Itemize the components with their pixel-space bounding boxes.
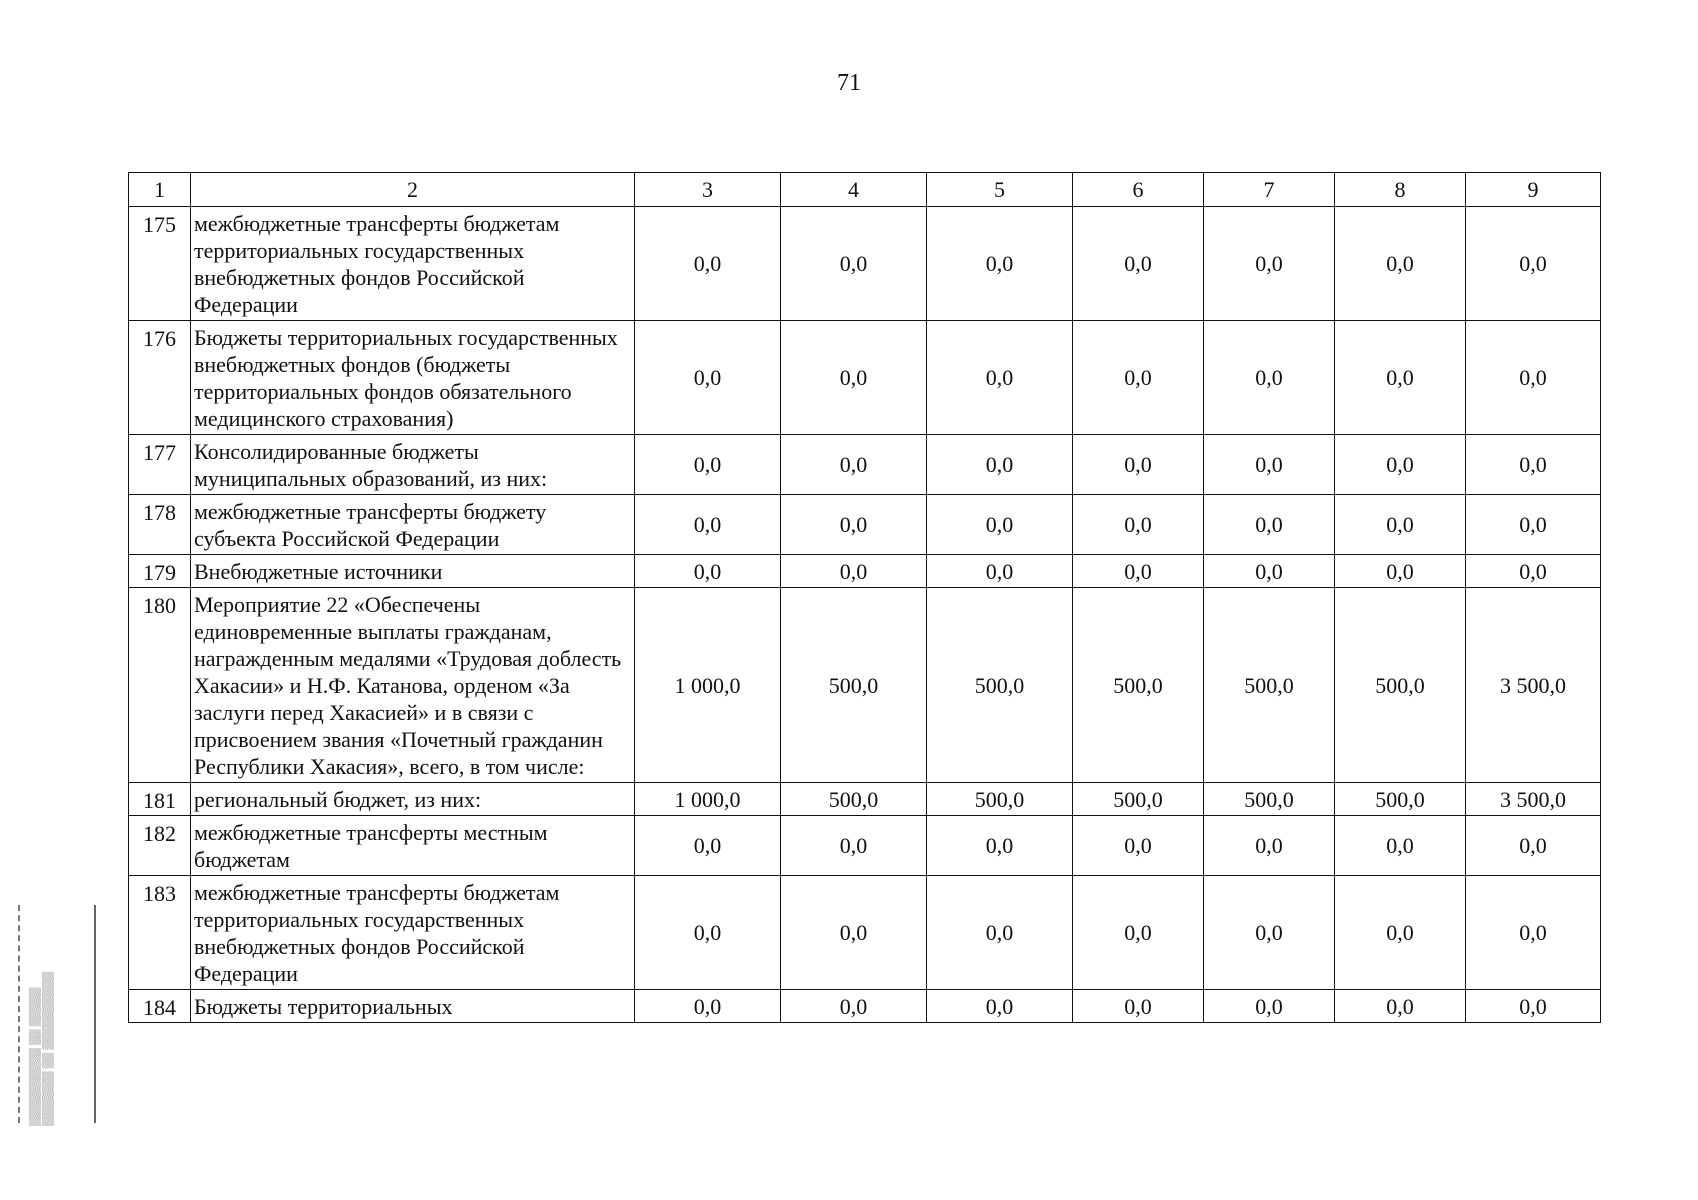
row-number: 179 [129,555,191,588]
row-number: 181 [129,783,191,816]
row-value: 500,0 [781,588,927,783]
row-number: 184 [129,990,191,1023]
row-value: 0,0 [927,495,1073,555]
row-value: 500,0 [927,783,1073,816]
row-description: межбюджетные трансферты бюджету субъекта Российской Федерации [191,495,635,555]
row-value: 0,0 [927,435,1073,495]
row-description: межбюджетные трансферты местным бюджетам [191,816,635,876]
row-value: 0,0 [1466,207,1601,321]
row-value: 500,0 [781,783,927,816]
row-value: 1 000,0 [635,588,781,783]
row-value: 500,0 [1073,783,1204,816]
row-description: Бюджеты территориальных [191,990,635,1023]
column-header: 9 [1466,173,1601,207]
table-row [129,495,1601,555]
table-row [129,990,1601,1023]
row-value: 0,0 [781,876,927,990]
row-value: 0,0 [1073,495,1204,555]
table-row [129,876,1601,990]
row-number: 175 [129,207,191,321]
row-value: 0,0 [1466,876,1601,990]
row-value: 1 000,0 [635,783,781,816]
row-description: Консолидированные бюджеты муниципальных образований, из них: [191,435,635,495]
column-header: 3 [635,173,781,207]
row-number: 183 [129,876,191,990]
row-value: 500,0 [1073,588,1204,783]
row-value: 0,0 [927,321,1073,435]
budget-table [128,172,1601,1023]
row-value: 0,0 [781,321,927,435]
table-row [129,207,1601,321]
row-value: 0,0 [635,990,781,1023]
row-value: 500,0 [927,588,1073,783]
table-header-row [129,173,1601,207]
column-header: 1 [129,173,191,207]
row-value: 500,0 [1335,783,1466,816]
row-value: 0,0 [781,555,927,588]
row-value: 3 500,0 [1466,783,1601,816]
row-value: 0,0 [781,990,927,1023]
row-description: межбюджетные трансферты бюджетам территориальных государственных внебюджетных фондов Российской Федерации [191,876,635,990]
row-value: 0,0 [1073,555,1204,588]
table-row [129,555,1601,588]
stamp-lettering: ▒▒▒▒▒▒▒▒▒▒ ▒▒ ▒▒▒▒▒ ▒▒▒▒▒▒▒ ▒▒ ▒▒▒▒▒▒▒▒▒▒ [29,971,54,1126]
row-number: 177 [129,435,191,495]
row-value: 0,0 [1073,207,1204,321]
row-value: 0,0 [927,555,1073,588]
row-value: 0,0 [1204,321,1335,435]
row-value: 0,0 [1335,816,1466,876]
table-row [129,321,1601,435]
row-value: 0,0 [1073,321,1204,435]
row-value: 0,0 [1335,876,1466,990]
row-value: 0,0 [635,555,781,588]
row-value: 0,0 [635,876,781,990]
row-value: 0,0 [1335,435,1466,495]
row-description: Внебюджетные источники [191,555,635,588]
row-number: 178 [129,495,191,555]
row-value: 0,0 [1073,990,1204,1023]
registration-stamp [18,905,96,1126]
row-value: 0,0 [1204,876,1335,990]
row-value: 500,0 [1204,588,1335,783]
row-value: 0,0 [1466,495,1601,555]
row-value: 0,0 [635,321,781,435]
row-value: 0,0 [1335,321,1466,435]
row-value: 0,0 [781,435,927,495]
row-value: 0,0 [781,207,927,321]
row-value: 0,0 [1204,816,1335,876]
row-description: региональный бюджет, из них: [191,783,635,816]
row-value: 0,0 [635,495,781,555]
row-value: 0,0 [1204,555,1335,588]
table-row [129,816,1601,876]
row-description: межбюджетные трансферты бюджетам территориальных государственных внебюджетных фондов Российской Федерации [191,207,635,321]
row-value: 0,0 [1073,876,1204,990]
row-value: 0,0 [1466,321,1601,435]
row-value: 0,0 [781,495,927,555]
row-number: 180 [129,588,191,783]
row-value: 0,0 [635,435,781,495]
row-value: 0,0 [1335,555,1466,588]
column-header: 5 [927,173,1073,207]
column-header: 7 [1204,173,1335,207]
row-value: 0,0 [927,207,1073,321]
column-header: 2 [191,173,635,207]
table-row [129,783,1601,816]
row-value: 0,0 [1335,207,1466,321]
row-value: 0,0 [927,990,1073,1023]
row-value: 0,0 [1204,990,1335,1023]
row-description: Бюджеты территориальных государственных внебюджетных фондов (бюджеты территориальных фондов обязательного медицинского страхования) [191,321,635,435]
row-value: 0,0 [635,207,781,321]
row-value: 0,0 [1335,990,1466,1023]
column-header: 6 [1073,173,1204,207]
row-number: 182 [129,816,191,876]
row-value: 0,0 [1204,207,1335,321]
row-value: 0,0 [1204,495,1335,555]
table-row [129,435,1601,495]
row-value: 3 500,0 [1466,588,1601,783]
row-value: 0,0 [781,816,927,876]
row-value: 0,0 [927,816,1073,876]
row-value: 0,0 [1466,435,1601,495]
row-value: 500,0 [1335,588,1466,783]
row-value: 0,0 [1204,435,1335,495]
row-value: 500,0 [1204,783,1335,816]
table-row [129,588,1601,783]
row-value: 0,0 [1466,990,1601,1023]
row-value: 0,0 [1073,816,1204,876]
page-number: 71 [837,70,861,96]
table-body [129,207,1601,1023]
row-description: Мероприятие 22 «Обеспечены единовременные выплаты гражданам, награжденным медалями «Трудовая доблесть Хакасии» и Н.Ф. Катанова, орденом «За заслуги перед Хакасией» и в связи с присвоением звания «Почетный гражданин Республики Хакасия», всего, в том числе: [191,588,635,783]
row-value: 0,0 [635,816,781,876]
row-number: 176 [129,321,191,435]
row-value: 0,0 [1335,495,1466,555]
row-value: 0,0 [1466,555,1601,588]
row-value: 0,0 [1466,816,1601,876]
column-header: 4 [781,173,927,207]
column-header: 8 [1335,173,1466,207]
row-value: 0,0 [927,876,1073,990]
row-value: 0,0 [1073,435,1204,495]
